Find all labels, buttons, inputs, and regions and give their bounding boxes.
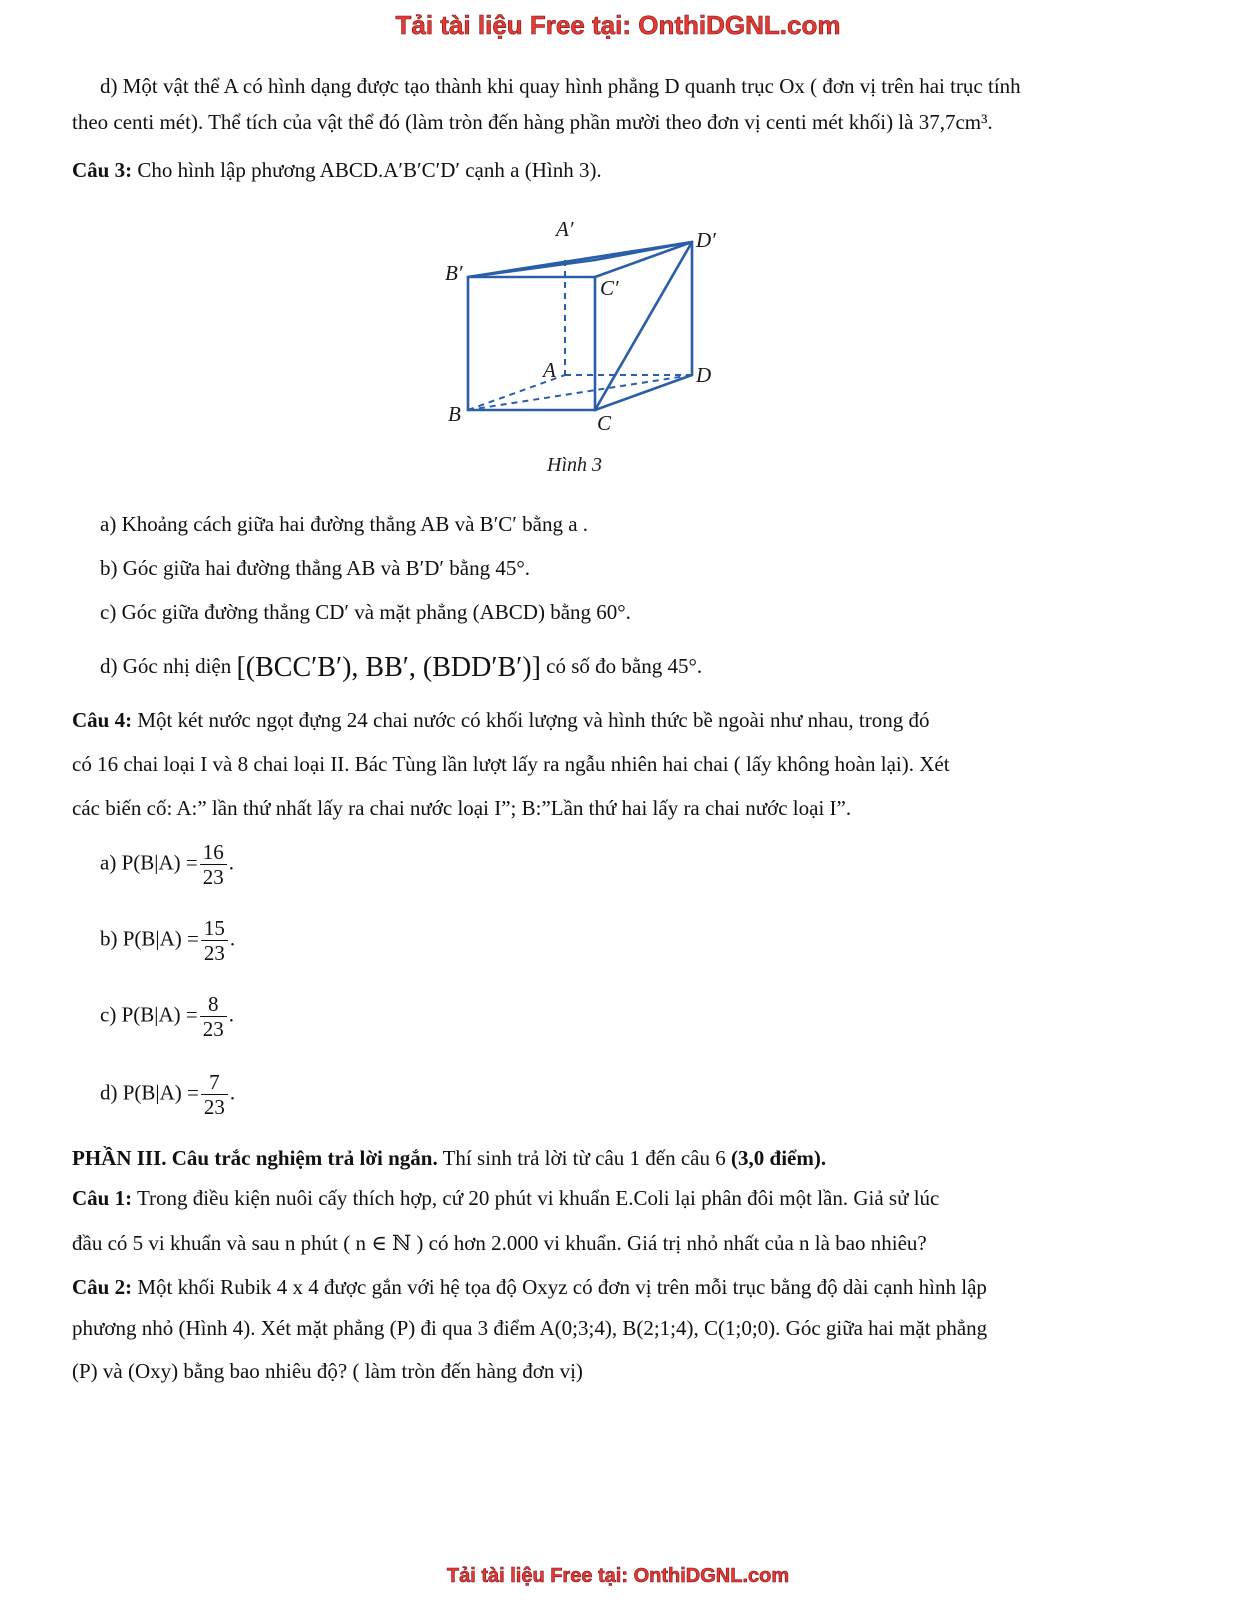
prev-item-d-line2: theo centi mét). Thể tích của vật thể đó (làm tròn đến hàng phần mười theo đơn vị centi mét khối) là 37,7cm³. [72, 110, 993, 134]
opt-a-label: a) P(B|A) = [100, 850, 198, 875]
opt-d-label: d) P(B|A) = [100, 1080, 199, 1105]
edge-c1-d1 [595, 242, 692, 277]
footer-banner[interactable]: Tải tài liệu Free tại: OnthiDGNL.com [446, 1565, 790, 1587]
header-banner[interactable]: Tải tài liệu Free tại: OnthiDGNL.com [395, 10, 841, 40]
cau3-option-c: c) Góc giữa đường thẳng CD′ và mặt phẳng (ABCD) bằng 60°. [100, 600, 631, 624]
p3-cau1-text: Trong điều kiện nuôi cấy thích hợp, cứ 20 phút vi khuẩn E.Coli lại phân đôi một lần. Giả sử lúc [132, 1186, 940, 1210]
opt-c-den: 23 [202, 1017, 224, 1042]
phan3-title: PHẦN III. Câu trắc nghiệm trả lời ngắn. [72, 1146, 438, 1170]
cau3-option-b: b) Góc giữa hai đường thẳng AB và B′D′ bằng 45°. [100, 556, 530, 580]
cau4-line1 [72, 710, 930, 731]
label-b: B [448, 402, 461, 426]
opt-b-fraction [201, 916, 228, 965]
opt-b-num: 15 [201, 916, 228, 941]
p3-cau1-label: Câu 1: [72, 1186, 133, 1210]
cau4-text1: Một két nước ngọt đựng 24 chai nước có khối lượng và hình thức bề ngoài như nhau, trong đó [132, 708, 930, 732]
cau3-d-pre: d) Góc nhị diện [100, 654, 237, 678]
cau4-option-c: c) P(B|A) = $\frac{8}{23}$ . [100, 992, 234, 1042]
phan3-heading [72, 1148, 826, 1169]
p3-cau2-line3: (P) và (Oxy) bằng bao nhiêu độ? ( làm tròn đến hàng đơn vị) [72, 1359, 583, 1383]
opt-a-den: 23 [202, 865, 224, 890]
cau3-label: Câu 3: [72, 158, 133, 182]
label-a: A [543, 358, 556, 382]
cau3-d-post: có số đo bằng 45°. [540, 654, 703, 678]
label-b1: B′ [445, 261, 463, 285]
opt-c-num: 8 [200, 992, 227, 1017]
edge-c-d1 [595, 242, 692, 410]
opt-d-fraction [201, 1070, 228, 1119]
edge-b-d-hidden [468, 375, 692, 410]
figure-caption: Hình 3 [547, 454, 602, 476]
cau4-option-d: d) P(B|A) = $\frac{7}{23}$ . [100, 1070, 236, 1120]
opt-c-label: c) P(B|A) = [100, 1002, 198, 1027]
label-c1: C′ [600, 276, 619, 300]
cau3-option-d [100, 654, 702, 682]
phan3-text: Thí sinh trả lời từ câu 1 đến câu 6 [437, 1146, 732, 1170]
label-a1: A′ [556, 217, 574, 241]
p3-cau2-text: Một khối Rubik 4 x 4 được gắn với hệ tọa độ Oxyz có đơn vị trên mỗi trục bằng độ dài cạnh hình lập [132, 1275, 987, 1299]
opt-a-fraction [200, 840, 227, 889]
cau4-line2: có 16 chai loại I và 8 chai loại II. Bác Tùng lần lượt lấy ra ngẫu nhiên hai chai ( lấy không hoàn lại). Xét [72, 752, 950, 776]
cau4-option-b: b) P(B|A) = $\frac{15}{23}$ . [100, 916, 236, 966]
p3-cau2-label: Câu 2: [72, 1275, 133, 1299]
edge-c-d [595, 375, 692, 410]
cube-figure [440, 215, 740, 480]
label-d1: D′ [696, 228, 716, 252]
label-d: D [696, 363, 712, 387]
phan3-points: (3,0 điểm). [731, 1146, 827, 1170]
cau4-label: Câu 4: [72, 708, 133, 732]
cau3-option-a: a) Khoảng cách giữa hai đường thẳng AB và B′C′ bằng a . [100, 512, 589, 536]
p3-cau1-line1 [72, 1188, 939, 1209]
edge-b1-d1 [468, 242, 692, 277]
opt-b-label: b) P(B|A) = [100, 926, 199, 951]
p3-cau1-line2: đầu có 5 vi khuẩn và sau n phút ( n ∈ ℕ ) có hơn 2.000 vi khuẩn. Giá trị nhỏ nhất của n là bao nhiêu? [72, 1231, 927, 1255]
prev-item-d-line1: d) Một vật thể A có hình dạng được tạo thành khi quay hình phẳng D quanh trục Ox ( đơn vị trên hai trục tính [100, 74, 1021, 98]
cau3-text: Cho hình lập phương ABCD.A′B′C′D′ cạnh a (Hình 3). [132, 158, 602, 182]
label-c: C [597, 411, 612, 435]
opt-d-num: 7 [201, 1070, 228, 1095]
opt-d-den: 23 [203, 1095, 225, 1120]
opt-c-fraction [200, 992, 227, 1041]
cau3-question [72, 160, 602, 181]
opt-b-den: 23 [203, 941, 225, 966]
cau4-line3: các biến cố: A:” lần thứ nhất lấy ra chai nước loại I”; B:”Lần thứ hai lấy ra chai nước loại I”. [72, 796, 852, 820]
p3-cau2-line2: phương nhỏ (Hình 4). Xét mặt phẳng (P) đi qua 3 điểm A(0;3;4), B(2;1;4), C(1;0;0). Góc giữa hai mặt phẳng [72, 1316, 988, 1340]
opt-a-num: 16 [200, 840, 227, 865]
cau4-option-a: a) P(B|A) = $\frac{16}{23}$ . [100, 840, 234, 890]
cau3-d-expr: [(BCC′B′), BB′, (BDD′B′)] [236, 652, 541, 683]
p3-cau2-line1 [72, 1277, 987, 1298]
